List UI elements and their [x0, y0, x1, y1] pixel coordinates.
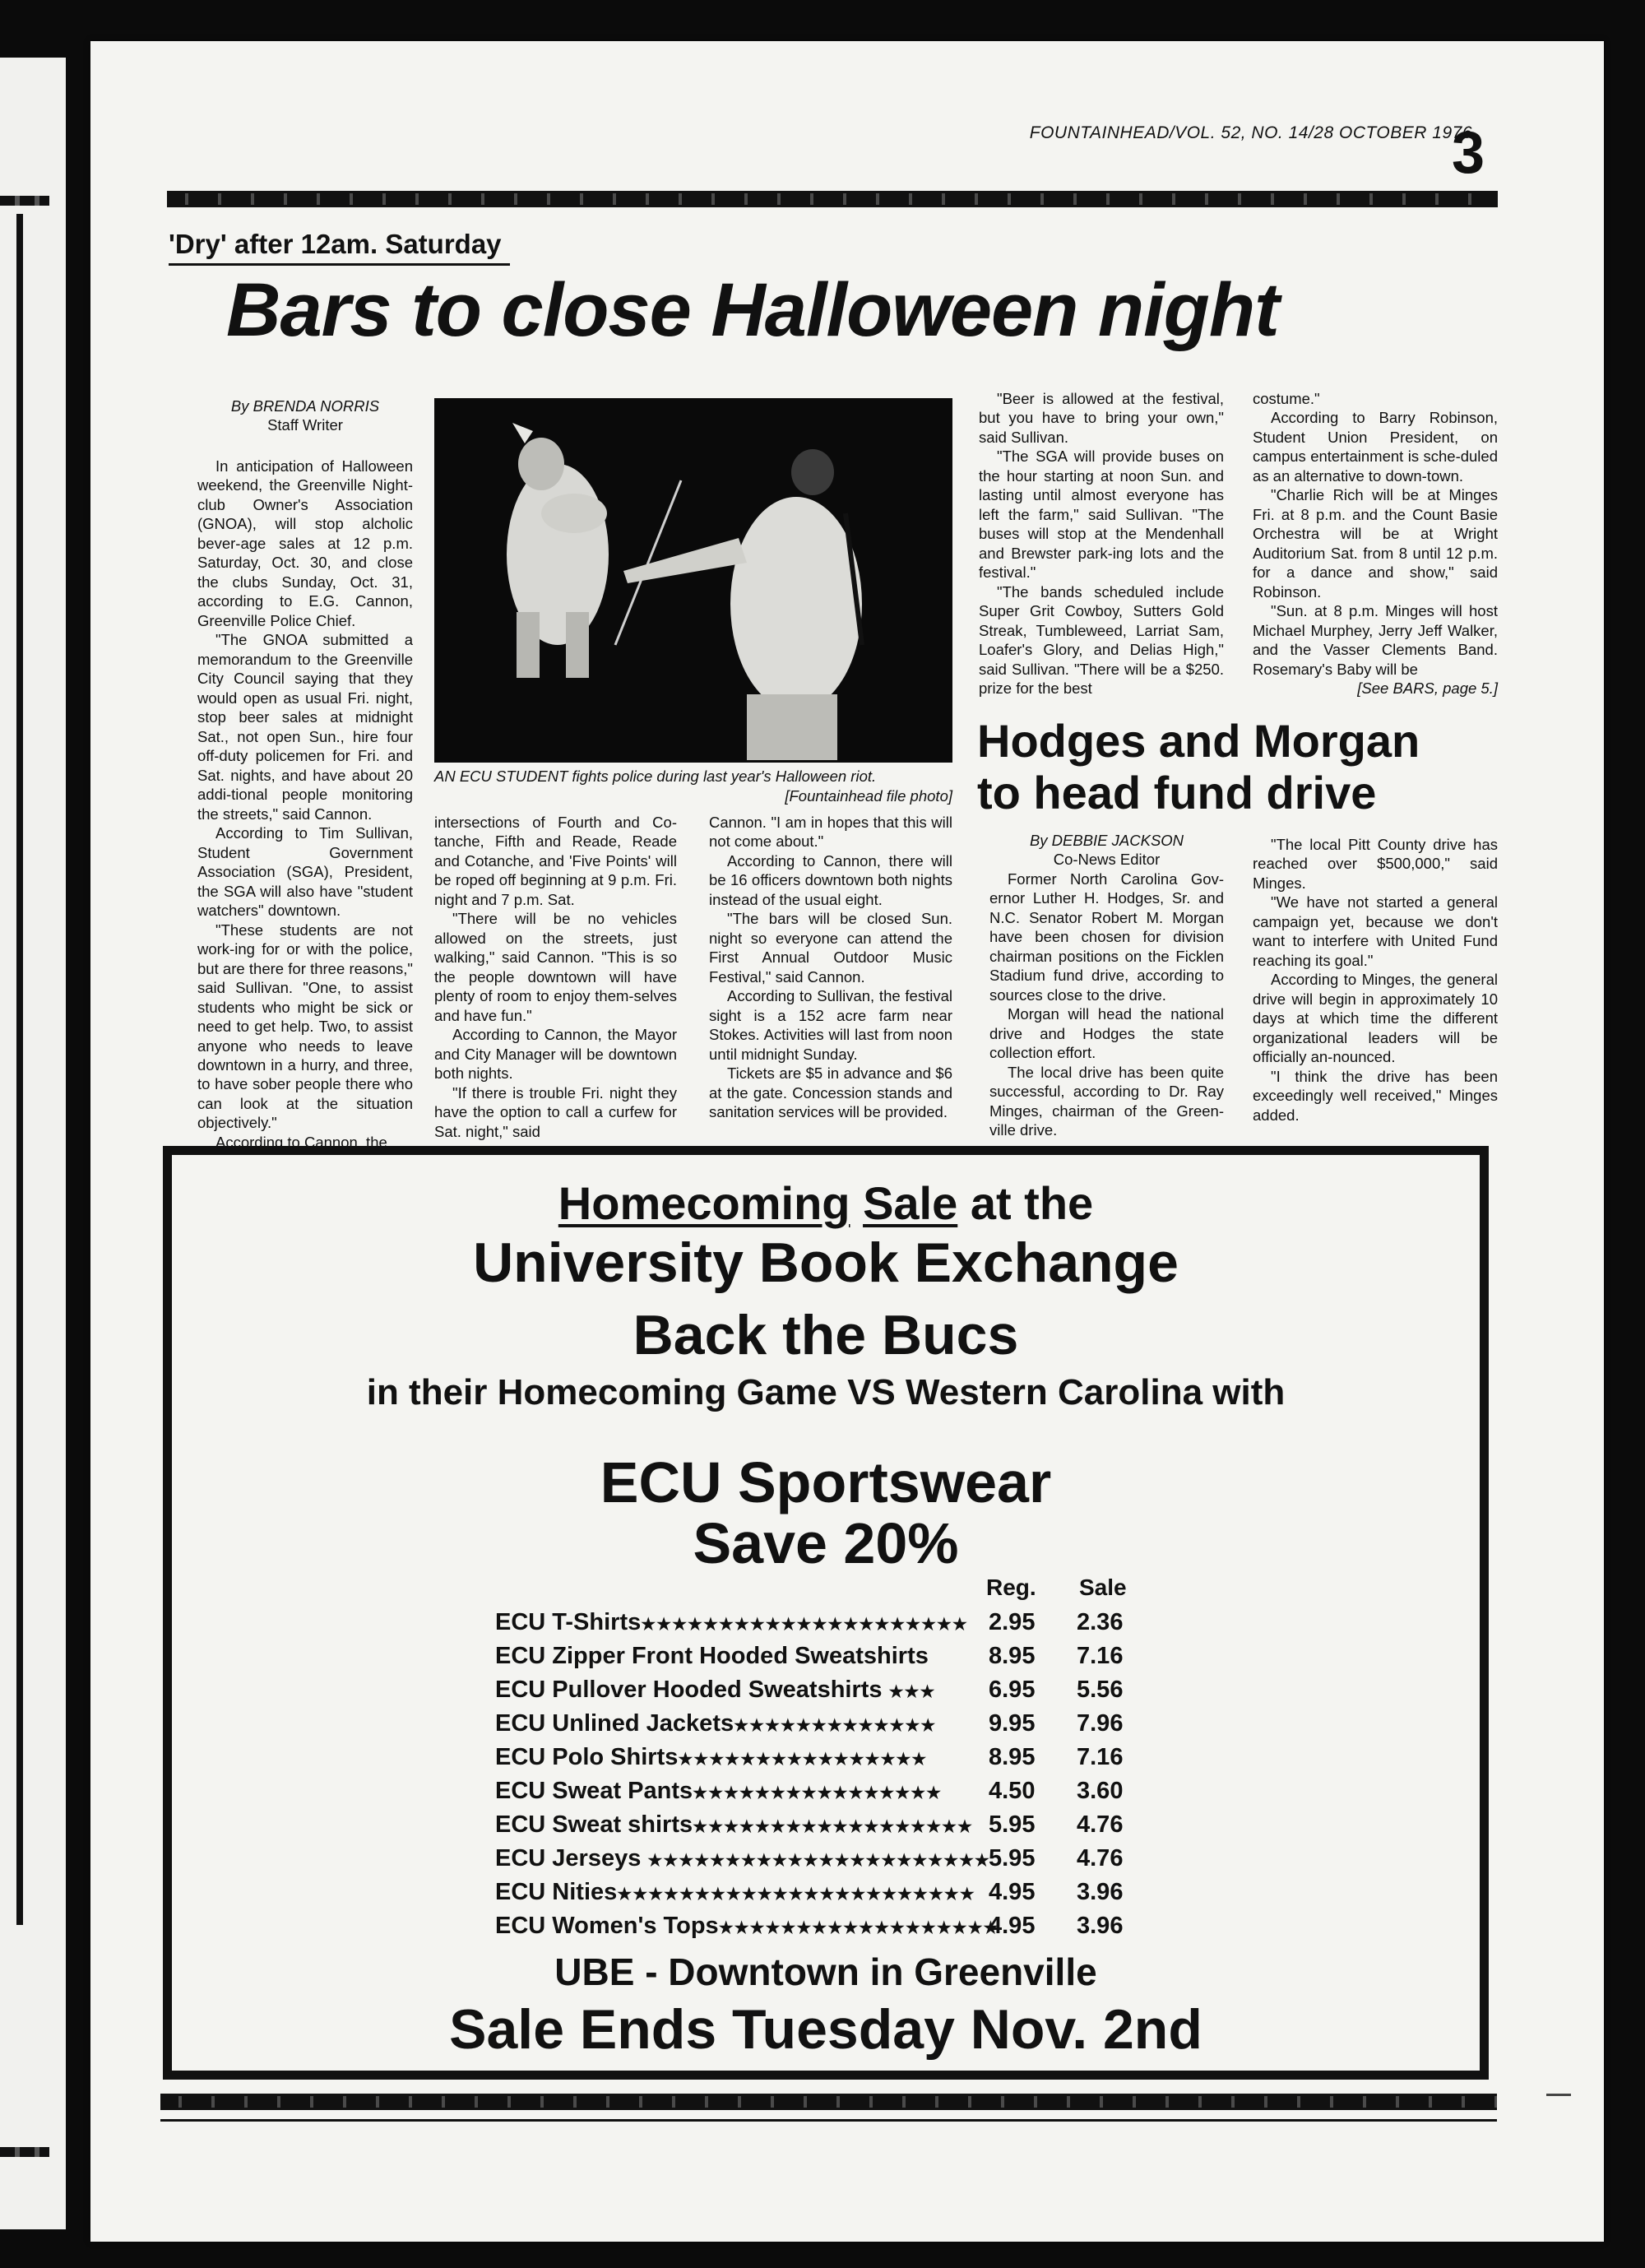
item-name: ECU T-Shirts [495, 1609, 642, 1635]
price-row [495, 1778, 1124, 1805]
paragraph: Cannon. "I am in hopes that this will not come about." [709, 814, 952, 851]
regular-price: 4.95 [989, 1913, 1036, 1939]
ad-store-name: University Book Exchange [473, 1231, 1179, 1294]
price-row [495, 1845, 1124, 1872]
story1-byline: By BRENDA NORRIS [230, 397, 380, 415]
ad-at-the: at the [970, 1177, 1094, 1229]
ad-homecoming-word: Homecoming [558, 1177, 850, 1229]
star-leader: ★★★★★★★★★★★★★★★★ [693, 1784, 943, 1802]
paragraph: According to Barry Robinson, Student Union President, on campus entertainment is sche-duled as an alternative to down-town. [1253, 409, 1498, 485]
sale-header: Sale [1079, 1575, 1127, 1600]
sale-price: 5.56 [1077, 1677, 1124, 1703]
regular-price: 6.95 [989, 1677, 1036, 1703]
page-edge-mark [1546, 2094, 1571, 2096]
ad-location-line: UBE - Downtown in Greenville [554, 1950, 1097, 1993]
regular-price: 8.95 [989, 1744, 1036, 1770]
paragraph: In anticipation of Halloween weekend, the Greenville Night-club Owner's Association (GNOA), will stop alcholic bever-age sales at 12 p.m. Saturday, Oct. 30, and close the clubs Sunday, Oct. 31, according to E.G. Cannon, Greenville Police Chief. [197, 457, 413, 629]
paragraph: "We have not started a general campaign yet, because we don't want to interfere with United Fund reaching its goal." [1253, 893, 1498, 969]
ad-sale-word: Sale [863, 1177, 958, 1229]
story1-column-1 [197, 397, 413, 1152]
ad-sportswear: ECU Sportswear [600, 1450, 1052, 1514]
sale-price: 3.60 [1077, 1778, 1124, 1804]
prev-page-border [0, 214, 23, 1925]
price-row [495, 1643, 1124, 1670]
prev-page-rule-bottom [0, 2147, 49, 2157]
paragraph: The local drive has been quite successful, according to Dr. Ray Minges, chairman of the Green-ville drive. [989, 1063, 1224, 1139]
item-name: ECU Polo Shirts [495, 1744, 679, 1770]
regular-price: 5.95 [989, 1811, 1036, 1838]
item-name: ECU Women's Tops [495, 1913, 719, 1939]
regular-price: 4.95 [989, 1879, 1036, 1905]
price-row [495, 1811, 1124, 1839]
paragraph: Morgan will head the national drive and Hodges the state collection effort. [989, 1005, 1224, 1062]
jump-line: [See BARS, page 5.] [1357, 679, 1498, 698]
paragraph: "I think the drive has been exceedingly well received," Minges added. [1253, 1067, 1498, 1124]
paragraph: "The local Pitt County drive has reached over $500,000," said Minges. [1253, 836, 1498, 892]
item-name: ECU Sweat shirts [495, 1811, 693, 1838]
paragraph: "Sun. at 8 p.m. Minges will host Michael Murphey, Jerry Jeff Walker, and the Vasser Clements Band. Rosemary's Baby will be [1253, 602, 1498, 678]
regular-price: 8.95 [989, 1643, 1036, 1669]
paragraph: Former North Carolina Gov-ernor Luther H. Hodges, Sr. and N.C. Senator Robert M. Morgan have been chosen for division chairman positions on the Ficklen Stadium fund drive, according to sources close to the drive. [989, 870, 1224, 1004]
sale-price: 4.76 [1077, 1811, 1124, 1838]
ad-save-percent: Save 20% [693, 1511, 959, 1575]
story-kicker: 'Dry' after 12am. Saturday [169, 229, 510, 266]
price-row [495, 1710, 1124, 1737]
item-name: ECU Unlined Jackets [495, 1710, 734, 1737]
sale-price: 3.96 [1077, 1913, 1124, 1939]
story2-headline [977, 716, 1504, 819]
paragraph: "The bars will be closed Sun. night so everyone can attend the First Annual Outdoor Music Festival," said Cannon. [709, 910, 952, 986]
price-row [495, 1677, 1124, 1704]
sale-price: 7.16 [1077, 1744, 1124, 1770]
story2-headline-line-2: to head fund drive [977, 766, 1377, 819]
story-headline: Bars to close Halloween night [226, 268, 1279, 352]
paragraph: costume." [1253, 390, 1320, 407]
paragraph: According to Sullivan, the festival sight is a 152 acre farm near Stokes. Activities will last from noon until midnight Sunday. [709, 987, 952, 1063]
item-name: ECU Jerseys [495, 1845, 642, 1871]
ad-game-line: in their Homecoming Game VS Western Carolina with [366, 1372, 1286, 1412]
story2-column-1 [989, 831, 1224, 1140]
paragraph: "Charlie Rich will be at Minges Fri. at 8 p.m. and the Count Basie Orchestra will be at Wright Auditorium Sat. from 8 until 12 p.m. for a dance and show," said Robinson. [1253, 486, 1498, 601]
price-row [495, 1913, 1124, 1940]
paragraph: intersections of Fourth and Co-tanche, Fifth and Reade, Reade and Cotanche, and 'Five Points' will be roped off beginning at 9 p.m. Fri. night and 7 p.m. Sat. [434, 814, 677, 908]
regular-price: 9.95 [989, 1710, 1036, 1737]
regular-price: 4.50 [989, 1778, 1036, 1804]
paragraph: According to Cannon, the [215, 1133, 387, 1151]
paragraph: Tickets are $5 in advance and $6 at the gate. Concession stands and sanitation services will be provided. [709, 1064, 952, 1121]
sale-price: 7.96 [1077, 1710, 1124, 1737]
story1-column-4 [979, 389, 1224, 698]
story1-column-3 [709, 813, 952, 1122]
ad-back-the-bucs: Back the Bucs [633, 1304, 1019, 1366]
paragraph: "If there is trouble Fri. night they have the option to call a curfew for Sat. night," said [434, 1083, 677, 1140]
bottom-thin-rule [160, 2119, 1497, 2122]
ad-line-1 [172, 1176, 1480, 1230]
story1-column-5 [1253, 389, 1498, 698]
item-name: ECU Zipper Front Hooded Sweatshirts [495, 1643, 929, 1669]
photo-caption-block [434, 767, 952, 806]
star-leader: ★★★★★★★★★★★★★★★★ [678, 1751, 928, 1769]
star-leader: ★★★★★★★★★★★★★ [734, 1717, 937, 1735]
star-leader: ★★★★★★★★★★★★★★★★★★★★★★★ [617, 1885, 975, 1904]
photo-illustration [434, 398, 952, 763]
riot-photo [434, 398, 952, 763]
reg-header: Reg. [986, 1575, 1036, 1600]
page-number: 3 [1452, 120, 1485, 186]
paragraph: According to Minges, the general drive will begin in approximately 10 days at which time the different organizational leaders will be officially an-nounced. [1253, 971, 1498, 1066]
regular-price: 5.95 [989, 1845, 1036, 1871]
photo-caption: AN ECU STUDENT fights police during last year's Halloween riot. [434, 768, 877, 785]
price-row [495, 1609, 1124, 1636]
sale-price: 4.76 [1077, 1845, 1124, 1871]
top-decorative-rule [167, 191, 1498, 207]
item-name: ECU Pullover Hooded Sweatshirts [495, 1677, 883, 1703]
item-name: ECU Nities [495, 1879, 618, 1905]
sale-price: 7.16 [1077, 1643, 1124, 1669]
paragraph: According to Tim Sullivan, Student Government Association (SGA), President, the SGA will also have "student watchers" downtown. [197, 824, 413, 920]
paragraph: "The GNOA submitted a memorandum to the Greenville City Council saying that they would open as usual Fri. night, stop beer sales at midnight Sat., not open Sun., hire four off-duty policemen for Fri. and Sat. nights, and have about 20 addi-tional people monitoring the streets," said Cannon. [197, 631, 413, 823]
paragraph: "These students are not work-ing for or with the police, but are there for three reasons," said Sullivan. "One, to assist students who might be sick or need to get help. Two, to assist anyone who needs to leave downtown in a hurry, and three, to have sober people there who can look at the situation objectively." [197, 921, 413, 1132]
star-leader: ★★★★★★★★★★★★★★★★★★★★★★ [647, 1852, 990, 1870]
story1-column-2 [434, 813, 677, 1141]
star-leader: ★★★★★★★★★★★★★★★★★★ [718, 1919, 999, 1937]
star-leader: ★★★★★★★★★★★★★★★★★★★★★ [641, 1616, 968, 1634]
paragraph: "The bands scheduled include Super Grit Cowboy, Sutters Gold Streak, Tumbleweed, Larriat Sam, Loafer's Glory, and Delias High," said Sullivan. "There will be a $250. prize for the best [979, 582, 1224, 698]
story2-headline-line-1: Hodges and Morgan [977, 715, 1420, 767]
paragraph: "There will be no vehicles allowed on the streets, just walking," said Cannon. "This is so the people downtown will have plenty of room to enjoy them-selves and have fun." [434, 910, 677, 1024]
story1-byline-title: Staff Writer [267, 416, 343, 434]
price-row [495, 1879, 1124, 1906]
paragraph: "The SGA will provide buses on the hour starting at noon Sun. and lasting until almost everyone has left the farm," said Sullivan. "The buses will stop at the Mendenhall and Brewster park-ing lots and the festival." [979, 448, 1224, 582]
story2-byline-title: Co-News Editor [1053, 851, 1161, 869]
bottom-decorative-rule [160, 2094, 1497, 2110]
star-leader: ★★★★★★★★★★★★★★★★★★ [693, 1818, 973, 1836]
regular-price: 2.95 [989, 1609, 1036, 1635]
price-row [495, 1744, 1124, 1771]
paragraph: According to Cannon, there will be 16 officers downtown both nights instead of the usual eight. [709, 851, 952, 908]
previous-page-edge [0, 58, 66, 2229]
star-leader: ★★★ [888, 1683, 936, 1701]
ube-advertisement [163, 1146, 1489, 2080]
sale-price: 3.96 [1077, 1879, 1124, 1905]
paragraph: "Beer is allowed at the festival, but you have to bring your own," said Sullivan. [979, 390, 1224, 446]
ad-sale-ends: Sale Ends Tuesday Nov. 2nd [449, 1998, 1202, 2061]
paragraph: According to Cannon, the Mayor and City Manager will be downtown both nights. [434, 1026, 677, 1083]
sale-price: 2.36 [1077, 1609, 1124, 1635]
item-name: ECU Sweat Pants [495, 1778, 693, 1804]
story2-column-2 [1253, 835, 1498, 1125]
photo-credit: [Fountainhead file photo] [785, 787, 952, 805]
prev-page-rule-top [0, 196, 49, 206]
folio-line: FOUNTAINHEAD/VOL. 52, NO. 14/28 OCTOBER 1976 [1029, 123, 1472, 142]
story2-byline: By DEBBIE JACKSON [1029, 832, 1184, 849]
